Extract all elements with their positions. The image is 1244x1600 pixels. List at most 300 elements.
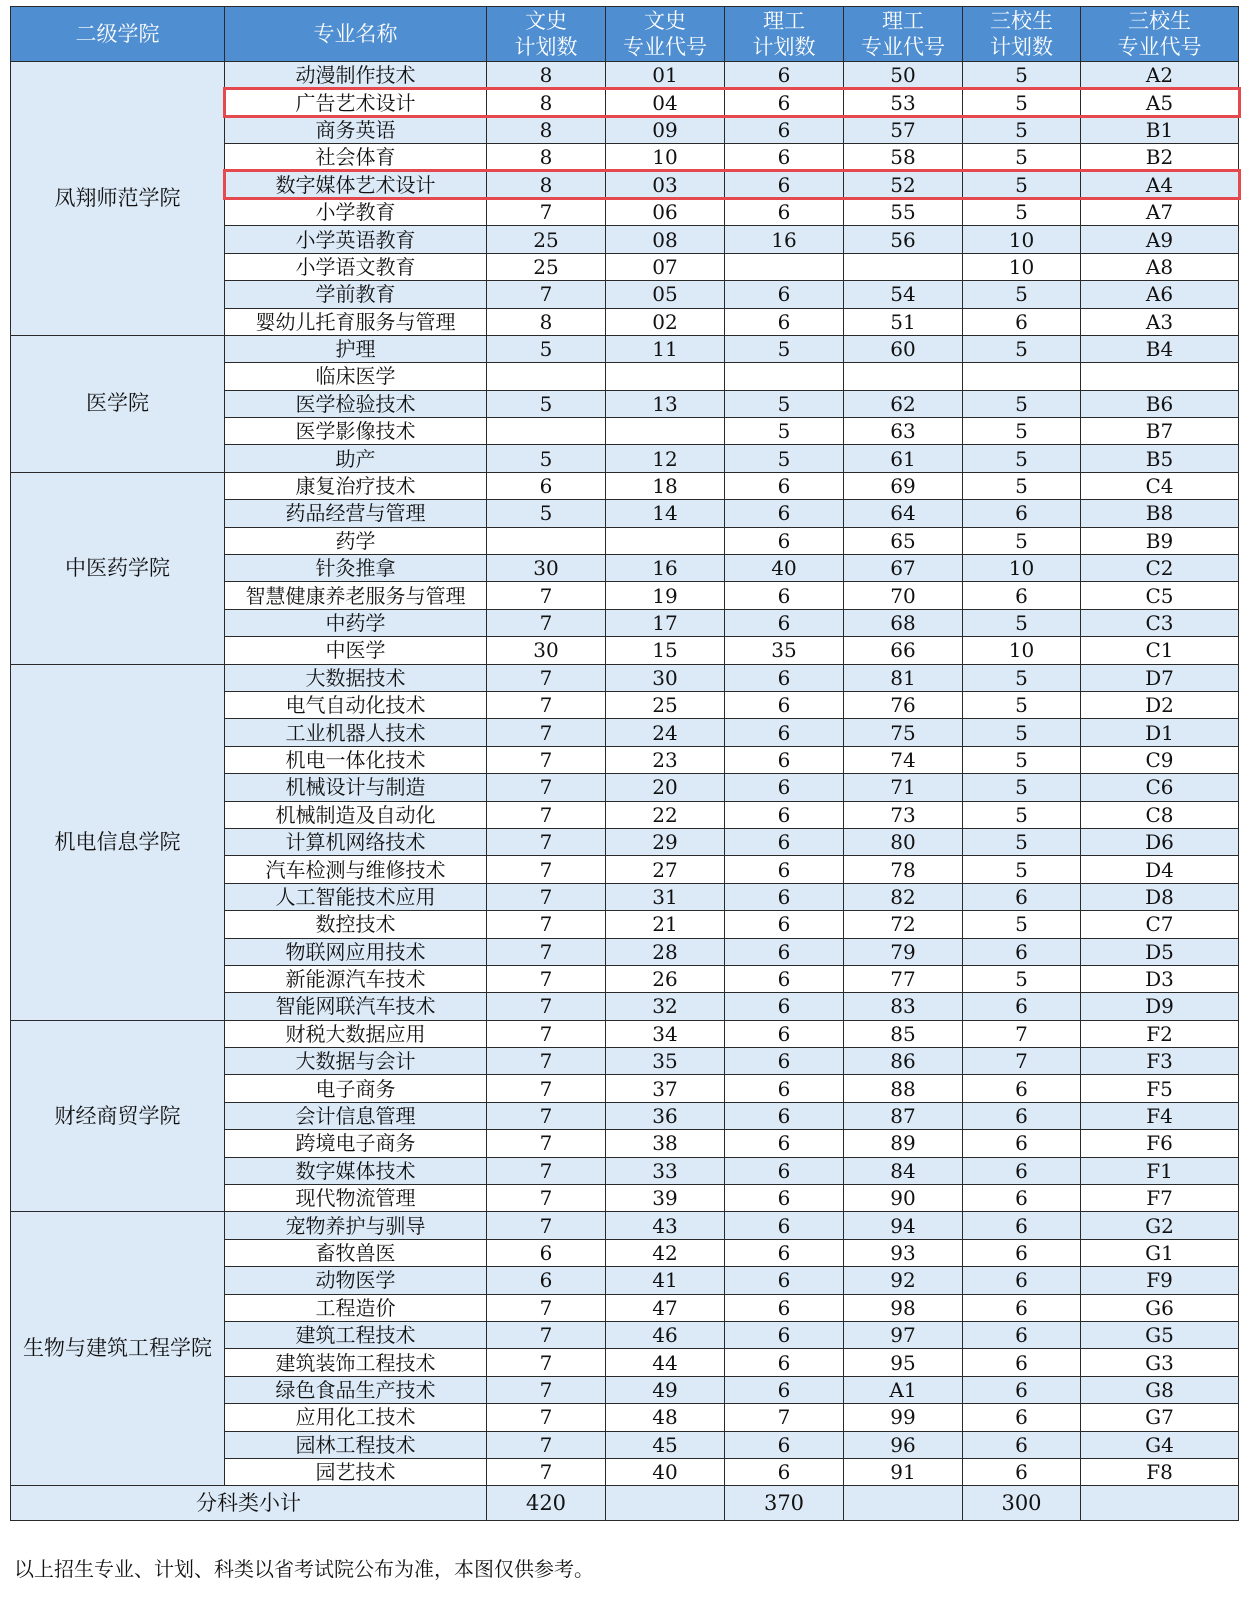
- cell-wenshi-code: 22: [606, 801, 725, 828]
- cell-sanxiao-code: A6: [1081, 281, 1239, 308]
- cell-wenshi-plan: 7: [487, 582, 606, 609]
- cell-sanxiao-code: C1: [1081, 637, 1239, 664]
- subtotal-wenshi-plan: 420: [487, 1486, 606, 1521]
- cell-wenshi-plan: 7: [487, 1376, 606, 1403]
- cell-wenshi-code: 36: [606, 1102, 725, 1129]
- cell-sanxiao-plan: 5: [963, 609, 1081, 636]
- subtotal-sanxiao-plan: 300: [963, 1486, 1081, 1521]
- cell-ligong-plan: 6: [725, 801, 844, 828]
- cell-sanxiao-plan: 6: [963, 1102, 1081, 1129]
- cell-sanxiao-code: B8: [1081, 500, 1239, 527]
- subtotal-row: [11, 1486, 1239, 1521]
- cell-ligong-code: 70: [844, 582, 963, 609]
- cell-sanxiao-code: A7: [1081, 198, 1239, 225]
- cell-ligong-plan: 6: [725, 527, 844, 554]
- cell-major-name: 新能源汽车技术: [225, 965, 487, 992]
- table-row: [11, 664, 1239, 691]
- cell-major-name: 电子商务: [225, 1075, 487, 1102]
- cell-major-name: 助产: [225, 445, 487, 472]
- cell-sanxiao-code: A5: [1081, 89, 1239, 116]
- header-major-name: 专业名称: [225, 7, 487, 62]
- cell-ligong-plan: 6: [725, 965, 844, 992]
- cell-ligong-code: 76: [844, 691, 963, 718]
- cell-ligong-plan: 7: [725, 1404, 844, 1431]
- cell-wenshi-code: 07: [606, 253, 725, 280]
- cell-major-name: 智能网联汽车技术: [225, 993, 487, 1020]
- cell-ligong-plan: 6: [725, 1239, 844, 1266]
- cell-wenshi-code: 23: [606, 746, 725, 773]
- cell-sanxiao-plan: 10: [963, 226, 1081, 253]
- cell-major-name: 康复治疗技术: [225, 472, 487, 499]
- cell-major-name: 数控技术: [225, 911, 487, 938]
- cell-sanxiao-plan: 6: [963, 1239, 1081, 1266]
- cell-sanxiao-plan: 10: [963, 253, 1081, 280]
- cell-wenshi-code: 19: [606, 582, 725, 609]
- cell-ligong-plan: 6: [725, 774, 844, 801]
- header-college: 二级学院: [11, 7, 225, 62]
- cell-ligong-plan: 5: [725, 335, 844, 362]
- cell-ligong-code: 54: [844, 281, 963, 308]
- cell-sanxiao-code: A3: [1081, 308, 1239, 335]
- cell-wenshi-code: 41: [606, 1267, 725, 1294]
- cell-ligong-code: 86: [844, 1048, 963, 1075]
- cell-ligong-code: 88: [844, 1075, 963, 1102]
- cell-wenshi-plan: 7: [487, 1102, 606, 1129]
- cell-sanxiao-plan: 6: [963, 1404, 1081, 1431]
- cell-major-name: 婴幼儿托育服务与管理: [225, 308, 487, 335]
- cell-wenshi-plan: 7: [487, 828, 606, 855]
- cell-sanxiao-code: C7: [1081, 911, 1239, 938]
- cell-wenshi-code: 11: [606, 335, 725, 362]
- cell-wenshi-code: 29: [606, 828, 725, 855]
- cell-sanxiao-plan: 5: [963, 774, 1081, 801]
- cell-sanxiao-plan: 5: [963, 89, 1081, 116]
- cell-major-name: 应用化工技术: [225, 1404, 487, 1431]
- cell-major-name: 建筑装饰工程技术: [225, 1349, 487, 1376]
- cell-ligong-plan: 40: [725, 555, 844, 582]
- cell-wenshi-plan: 7: [487, 774, 606, 801]
- cell-major-name: 临床医学: [225, 363, 487, 390]
- cell-wenshi-code: 12: [606, 445, 725, 472]
- cell-ligong-code: [844, 363, 963, 390]
- cell-sanxiao-code: F4: [1081, 1102, 1239, 1129]
- cell-ligong-plan: [725, 363, 844, 390]
- cell-major-name: 小学英语教育: [225, 226, 487, 253]
- cell-wenshi-plan: 7: [487, 1212, 606, 1239]
- enrollment-plan-table: [10, 6, 1239, 1521]
- cell-ligong-plan: 6: [725, 1185, 844, 1212]
- college-name: 中医药学院: [11, 472, 225, 664]
- cell-ligong-code: 89: [844, 1130, 963, 1157]
- cell-major-name: 药品经营与管理: [225, 500, 487, 527]
- cell-wenshi-code: 27: [606, 856, 725, 883]
- cell-sanxiao-code: A9: [1081, 226, 1239, 253]
- subtotal-ligong-plan: 370: [725, 1486, 844, 1521]
- cell-wenshi-code: 18: [606, 472, 725, 499]
- cell-wenshi-plan: 25: [487, 253, 606, 280]
- cell-sanxiao-plan: 6: [963, 1458, 1081, 1485]
- cell-wenshi-plan: 5: [487, 335, 606, 362]
- cell-sanxiao-code: A2: [1081, 62, 1239, 89]
- cell-wenshi-plan: 7: [487, 1048, 606, 1075]
- cell-ligong-plan: 6: [725, 1321, 844, 1348]
- cell-major-name: 动物医学: [225, 1267, 487, 1294]
- cell-ligong-code: 92: [844, 1267, 963, 1294]
- cell-ligong-code: 74: [844, 746, 963, 773]
- cell-ligong-plan: 6: [725, 1048, 844, 1075]
- cell-sanxiao-plan: 5: [963, 828, 1081, 855]
- cell-major-name: 小学教育: [225, 198, 487, 225]
- cell-wenshi-plan: 7: [487, 609, 606, 636]
- cell-sanxiao-code: G7: [1081, 1404, 1239, 1431]
- cell-wenshi-plan: 7: [487, 993, 606, 1020]
- college-name: 财经商贸学院: [11, 1020, 225, 1212]
- cell-wenshi-plan: 5: [487, 390, 606, 417]
- cell-wenshi-plan: 7: [487, 1185, 606, 1212]
- cell-sanxiao-plan: 5: [963, 144, 1081, 171]
- cell-sanxiao-plan: 5: [963, 719, 1081, 746]
- cell-sanxiao-code: D2: [1081, 691, 1239, 718]
- cell-sanxiao-code: D8: [1081, 883, 1239, 910]
- cell-ligong-code: 85: [844, 1020, 963, 1047]
- cell-ligong-plan: 6: [725, 993, 844, 1020]
- cell-wenshi-plan: 7: [487, 938, 606, 965]
- cell-ligong-plan: 6: [725, 719, 844, 746]
- cell-ligong-plan: 6: [725, 828, 844, 855]
- cell-wenshi-plan: 5: [487, 445, 606, 472]
- cell-wenshi-plan: 7: [487, 691, 606, 718]
- cell-ligong-plan: 6: [725, 938, 844, 965]
- cell-wenshi-code: 35: [606, 1048, 725, 1075]
- cell-wenshi-code: 10: [606, 144, 725, 171]
- cell-ligong-code: 52: [844, 171, 963, 198]
- cell-major-name: 机电一体化技术: [225, 746, 487, 773]
- cell-sanxiao-code: C5: [1081, 582, 1239, 609]
- cell-wenshi-plan: 7: [487, 1020, 606, 1047]
- cell-wenshi-code: 24: [606, 719, 725, 746]
- cell-sanxiao-plan: 5: [963, 390, 1081, 417]
- cell-sanxiao-plan: 5: [963, 472, 1081, 499]
- cell-wenshi-plan: [487, 363, 606, 390]
- cell-ligong-plan: 6: [725, 89, 844, 116]
- cell-wenshi-plan: 7: [487, 801, 606, 828]
- cell-wenshi-plan: 8: [487, 144, 606, 171]
- header-wenshi-code: 文史 专业代号: [606, 7, 725, 62]
- cell-wenshi-plan: 7: [487, 1458, 606, 1485]
- cell-wenshi-code: 26: [606, 965, 725, 992]
- cell-sanxiao-plan: 6: [963, 883, 1081, 910]
- cell-major-name: 畜牧兽医: [225, 1239, 487, 1266]
- cell-sanxiao-plan: 5: [963, 171, 1081, 198]
- header-sanxiao-code: 三校生 专业代号: [1081, 7, 1239, 62]
- cell-major-name: 汽车检测与维修技术: [225, 856, 487, 883]
- cell-wenshi-code: 42: [606, 1239, 725, 1266]
- cell-wenshi-plan: 7: [487, 746, 606, 773]
- cell-sanxiao-code: C3: [1081, 609, 1239, 636]
- cell-wenshi-plan: 8: [487, 308, 606, 335]
- cell-major-name: 会计信息管理: [225, 1102, 487, 1129]
- cell-sanxiao-code: A4: [1081, 171, 1239, 198]
- cell-ligong-code: 95: [844, 1349, 963, 1376]
- cell-ligong-plan: 35: [725, 637, 844, 664]
- cell-wenshi-code: 49: [606, 1376, 725, 1403]
- header-ligong-code: 理工 专业代号: [844, 7, 963, 62]
- header-wenshi-plan: 文史 计划数: [487, 7, 606, 62]
- cell-major-name: 工业机器人技术: [225, 719, 487, 746]
- cell-wenshi-code: 39: [606, 1185, 725, 1212]
- cell-ligong-plan: 6: [725, 308, 844, 335]
- cell-ligong-code: 51: [844, 308, 963, 335]
- cell-wenshi-code: 28: [606, 938, 725, 965]
- cell-wenshi-code: 47: [606, 1294, 725, 1321]
- cell-ligong-plan: 6: [725, 1102, 844, 1129]
- cell-ligong-plan: 6: [725, 1212, 844, 1239]
- cell-wenshi-code: 30: [606, 664, 725, 691]
- cell-sanxiao-code: D3: [1081, 965, 1239, 992]
- cell-ligong-code: 96: [844, 1431, 963, 1458]
- cell-wenshi-code: 38: [606, 1130, 725, 1157]
- cell-ligong-code: 64: [844, 500, 963, 527]
- cell-major-name: 小学语文教育: [225, 253, 487, 280]
- cell-wenshi-plan: [487, 527, 606, 554]
- cell-ligong-plan: 6: [725, 911, 844, 938]
- table-row: [11, 62, 1239, 89]
- cell-major-name: 大数据与会计: [225, 1048, 487, 1075]
- cell-wenshi-plan: 7: [487, 1157, 606, 1184]
- cell-ligong-code: 62: [844, 390, 963, 417]
- cell-sanxiao-plan: 5: [963, 911, 1081, 938]
- cell-ligong-plan: 16: [725, 226, 844, 253]
- cell-wenshi-plan: 7: [487, 856, 606, 883]
- cell-ligong-plan: 6: [725, 582, 844, 609]
- cell-sanxiao-plan: 6: [963, 1212, 1081, 1239]
- cell-sanxiao-plan: [963, 363, 1081, 390]
- cell-sanxiao-code: G3: [1081, 1349, 1239, 1376]
- cell-major-name: 计算机网络技术: [225, 828, 487, 855]
- cell-ligong-code: 71: [844, 774, 963, 801]
- cell-wenshi-code: [606, 527, 725, 554]
- subtotal-wenshi-code: [606, 1486, 725, 1521]
- cell-sanxiao-code: G2: [1081, 1212, 1239, 1239]
- subtotal-ligong-code: [844, 1486, 963, 1521]
- cell-wenshi-plan: [487, 418, 606, 445]
- cell-sanxiao-code: D5: [1081, 938, 1239, 965]
- cell-sanxiao-plan: 5: [963, 62, 1081, 89]
- cell-major-name: 智慧健康养老服务与管理: [225, 582, 487, 609]
- cell-ligong-code: [844, 253, 963, 280]
- cell-sanxiao-code: B5: [1081, 445, 1239, 472]
- cell-major-name: 跨境电子商务: [225, 1130, 487, 1157]
- cell-wenshi-plan: 7: [487, 883, 606, 910]
- cell-ligong-code: 57: [844, 116, 963, 143]
- table-row: [11, 335, 1239, 362]
- cell-sanxiao-code: F8: [1081, 1458, 1239, 1485]
- cell-sanxiao-code: F1: [1081, 1157, 1239, 1184]
- cell-sanxiao-plan: 6: [963, 938, 1081, 965]
- cell-major-name: 机械制造及自动化: [225, 801, 487, 828]
- cell-ligong-code: 67: [844, 555, 963, 582]
- cell-ligong-plan: 5: [725, 418, 844, 445]
- cell-major-name: 园林工程技术: [225, 1431, 487, 1458]
- cell-ligong-plan: 6: [725, 1075, 844, 1102]
- cell-wenshi-code: 13: [606, 390, 725, 417]
- cell-ligong-plan: 6: [725, 1431, 844, 1458]
- cell-sanxiao-code: F2: [1081, 1020, 1239, 1047]
- cell-wenshi-code: 43: [606, 1212, 725, 1239]
- cell-sanxiao-plan: 5: [963, 445, 1081, 472]
- cell-sanxiao-plan: 5: [963, 418, 1081, 445]
- cell-wenshi-code: 04: [606, 89, 725, 116]
- cell-wenshi-code: 01: [606, 62, 725, 89]
- cell-major-name: 学前教育: [225, 281, 487, 308]
- cell-ligong-code: 84: [844, 1157, 963, 1184]
- cell-major-name: 机械设计与制造: [225, 774, 487, 801]
- cell-wenshi-code: 15: [606, 637, 725, 664]
- cell-wenshi-code: 21: [606, 911, 725, 938]
- cell-ligong-code: 53: [844, 89, 963, 116]
- cell-sanxiao-code: B2: [1081, 144, 1239, 171]
- table-row: [11, 472, 1239, 499]
- cell-ligong-plan: 6: [725, 1349, 844, 1376]
- cell-major-name: 建筑工程技术: [225, 1321, 487, 1348]
- cell-major-name: 医学影像技术: [225, 418, 487, 445]
- cell-wenshi-code: 25: [606, 691, 725, 718]
- cell-ligong-plan: 6: [725, 691, 844, 718]
- cell-ligong-code: 56: [844, 226, 963, 253]
- cell-wenshi-code: 05: [606, 281, 725, 308]
- cell-wenshi-plan: 7: [487, 911, 606, 938]
- cell-major-name: 宠物养护与驯导: [225, 1212, 487, 1239]
- cell-ligong-plan: 5: [725, 390, 844, 417]
- cell-wenshi-plan: 7: [487, 281, 606, 308]
- cell-wenshi-code: 09: [606, 116, 725, 143]
- cell-wenshi-code: [606, 363, 725, 390]
- table-row: [11, 1020, 1239, 1047]
- cell-sanxiao-code: D7: [1081, 664, 1239, 691]
- header-sanxiao-plan: 三校生 计划数: [963, 7, 1081, 62]
- cell-ligong-plan: 6: [725, 1130, 844, 1157]
- footnote: 以上招生专业、计划、科类以省考试院公布为准，本图仅供参考。: [14, 1557, 594, 1581]
- cell-wenshi-code: 44: [606, 1349, 725, 1376]
- cell-ligong-plan: 6: [725, 1157, 844, 1184]
- cell-ligong-plan: 6: [725, 144, 844, 171]
- cell-sanxiao-code: B6: [1081, 390, 1239, 417]
- cell-sanxiao-plan: 5: [963, 527, 1081, 554]
- cell-major-name: 药学: [225, 527, 487, 554]
- cell-ligong-plan: 6: [725, 198, 844, 225]
- cell-sanxiao-plan: 5: [963, 746, 1081, 773]
- cell-ligong-code: 79: [844, 938, 963, 965]
- cell-wenshi-plan: 25: [487, 226, 606, 253]
- cell-wenshi-plan: 7: [487, 1404, 606, 1431]
- cell-ligong-plan: 6: [725, 1294, 844, 1321]
- cell-ligong-plan: 6: [725, 1458, 844, 1485]
- cell-major-name: 电气自动化技术: [225, 691, 487, 718]
- cell-sanxiao-plan: 5: [963, 664, 1081, 691]
- cell-wenshi-plan: 7: [487, 198, 606, 225]
- cell-wenshi-plan: 5: [487, 500, 606, 527]
- cell-ligong-code: 98: [844, 1294, 963, 1321]
- cell-sanxiao-code: F5: [1081, 1075, 1239, 1102]
- cell-ligong-code: 83: [844, 993, 963, 1020]
- cell-sanxiao-plan: 10: [963, 637, 1081, 664]
- cell-sanxiao-code: G6: [1081, 1294, 1239, 1321]
- cell-ligong-plan: 6: [725, 856, 844, 883]
- cell-wenshi-plan: 8: [487, 89, 606, 116]
- cell-sanxiao-plan: 6: [963, 1075, 1081, 1102]
- cell-ligong-plan: 6: [725, 472, 844, 499]
- cell-major-name: 大数据技术: [225, 664, 487, 691]
- cell-ligong-code: 58: [844, 144, 963, 171]
- table-header: [11, 7, 1239, 62]
- cell-wenshi-code: 33: [606, 1157, 725, 1184]
- cell-wenshi-plan: 6: [487, 472, 606, 499]
- cell-sanxiao-code: G5: [1081, 1321, 1239, 1348]
- cell-wenshi-code: 48: [606, 1404, 725, 1431]
- cell-sanxiao-plan: 10: [963, 555, 1081, 582]
- cell-major-name: 物联网应用技术: [225, 938, 487, 965]
- cell-ligong-code: 99: [844, 1404, 963, 1431]
- cell-sanxiao-plan: 6: [963, 1349, 1081, 1376]
- cell-major-name: 现代物流管理: [225, 1185, 487, 1212]
- table-body: [11, 62, 1239, 1521]
- cell-sanxiao-plan: 5: [963, 856, 1081, 883]
- cell-ligong-plan: 5: [725, 445, 844, 472]
- cell-ligong-code: 55: [844, 198, 963, 225]
- cell-sanxiao-code: B1: [1081, 116, 1239, 143]
- cell-ligong-code: 78: [844, 856, 963, 883]
- cell-ligong-plan: 6: [725, 116, 844, 143]
- cell-major-name: 工程造价: [225, 1294, 487, 1321]
- cell-wenshi-code: 03: [606, 171, 725, 198]
- cell-ligong-plan: 6: [725, 1267, 844, 1294]
- cell-sanxiao-plan: 6: [963, 1267, 1081, 1294]
- cell-major-name: 社会体育: [225, 144, 487, 171]
- cell-ligong-code: 60: [844, 335, 963, 362]
- cell-wenshi-plan: 7: [487, 1130, 606, 1157]
- cell-ligong-code: 65: [844, 527, 963, 554]
- cell-wenshi-plan: 6: [487, 1239, 606, 1266]
- cell-wenshi-code: 02: [606, 308, 725, 335]
- cell-ligong-code: 77: [844, 965, 963, 992]
- cell-sanxiao-code: B4: [1081, 335, 1239, 362]
- cell-ligong-plan: 6: [725, 281, 844, 308]
- cell-major-name: 中药学: [225, 609, 487, 636]
- cell-sanxiao-plan: 6: [963, 1130, 1081, 1157]
- cell-ligong-code: 50: [844, 62, 963, 89]
- cell-wenshi-plan: 7: [487, 1075, 606, 1102]
- cell-sanxiao-plan: 5: [963, 691, 1081, 718]
- cell-sanxiao-plan: 6: [963, 308, 1081, 335]
- cell-ligong-plan: 6: [725, 664, 844, 691]
- cell-ligong-code: 63: [844, 418, 963, 445]
- cell-sanxiao-plan: 6: [963, 1185, 1081, 1212]
- cell-ligong-code: 91: [844, 1458, 963, 1485]
- cell-ligong-plan: 6: [725, 883, 844, 910]
- cell-ligong-code: 82: [844, 883, 963, 910]
- cell-major-name: 商务英语: [225, 116, 487, 143]
- cell-wenshi-plan: 6: [487, 1267, 606, 1294]
- cell-sanxiao-plan: 5: [963, 801, 1081, 828]
- cell-major-name: 护理: [225, 335, 487, 362]
- cell-sanxiao-code: [1081, 363, 1239, 390]
- cell-ligong-plan: 6: [725, 500, 844, 527]
- cell-ligong-code: 69: [844, 472, 963, 499]
- cell-sanxiao-code: A8: [1081, 253, 1239, 280]
- cell-major-name: 数字媒体艺术设计: [225, 171, 487, 198]
- cell-sanxiao-code: F6: [1081, 1130, 1239, 1157]
- cell-sanxiao-plan: 6: [963, 1376, 1081, 1403]
